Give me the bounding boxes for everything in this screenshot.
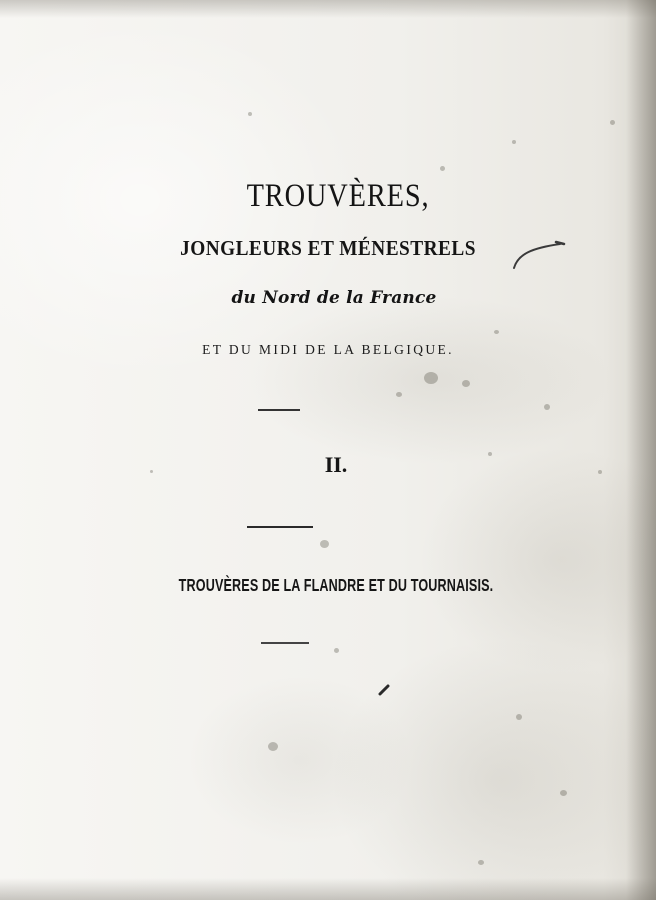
foxing-speck: [320, 540, 329, 548]
ink-dot-mark: [378, 684, 390, 696]
foxing-speck: [334, 648, 339, 653]
divider-rule: [258, 409, 300, 411]
foxing-speck: [440, 166, 445, 171]
divider-rule: [261, 642, 309, 644]
foxing-speck: [478, 860, 484, 865]
foxing-speck: [248, 112, 252, 116]
foxing-speck: [396, 392, 402, 397]
region-subtitle: ET DU MIDI DE LA BELGIQUE.: [202, 342, 454, 357]
volume-title: TROUVÈRES DE LA FLANDRE ET DU TOURNAISIS.: [178, 575, 494, 595]
foxing-speck: [512, 140, 516, 144]
foxing-speck: [462, 380, 470, 387]
foxing-speck: [268, 742, 278, 751]
page-edge-top: [0, 0, 656, 18]
volume-number: II.: [324, 452, 348, 477]
book-title: TROUVÈRES,: [246, 178, 430, 214]
foxing-speck: [424, 372, 438, 384]
foxing-speck: [560, 790, 567, 796]
page-edge-right: [626, 0, 656, 900]
foxing-speck: [544, 404, 550, 410]
page-edge-bottom: [0, 878, 656, 900]
foxing-speck: [610, 120, 615, 125]
divider-rule: [247, 526, 313, 528]
blackletter-subtitle: du Nord de la France: [231, 288, 437, 308]
foxing-speck: [494, 330, 499, 334]
book-subtitle: JONGLEURS ET MÉNESTRELS: [180, 236, 476, 260]
foxing-speck: [516, 714, 522, 720]
